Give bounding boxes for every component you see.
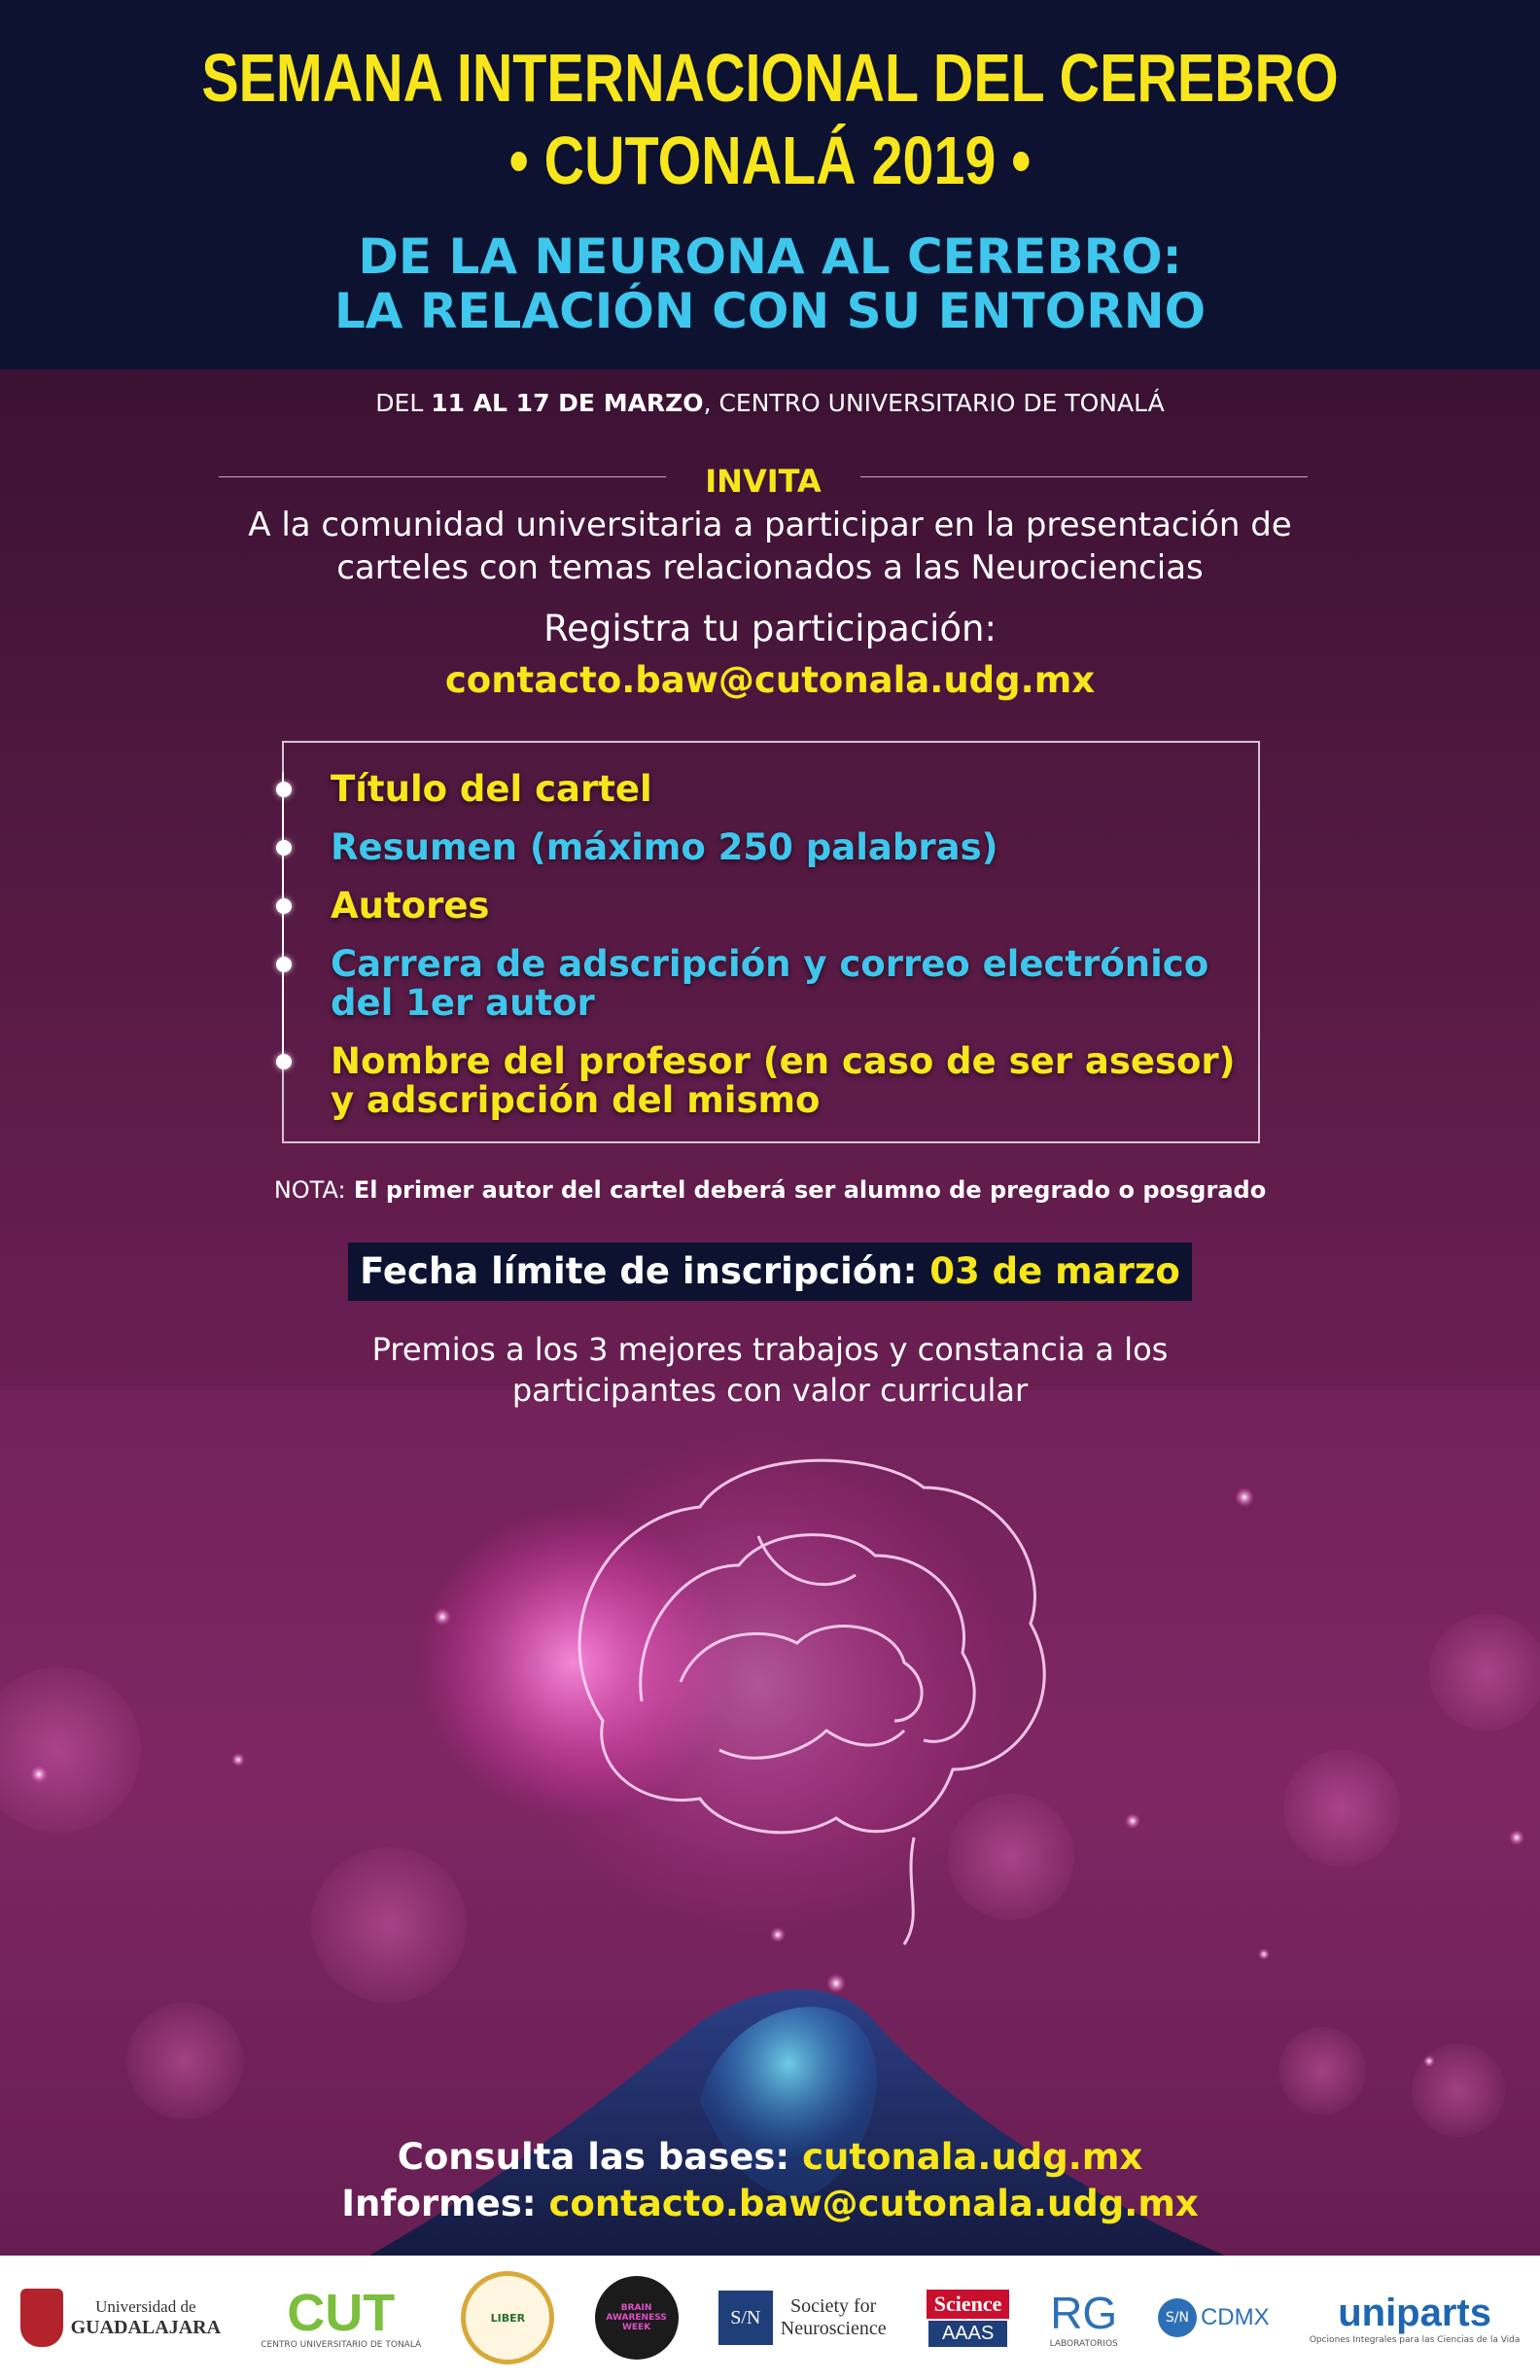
- bullet-dot: [276, 898, 292, 914]
- sparkle: [1423, 2055, 1435, 2067]
- baw-logo: [595, 2276, 679, 2360]
- sfn-icon: S/N: [718, 2291, 773, 2345]
- prizes-text: [0, 1329, 1540, 1411]
- bullet-line: [282, 772, 284, 1064]
- note-text: El primer autor del cartel deberá ser alumno de pregrado o posgrado: [345, 1176, 1267, 1204]
- event-subtitle-line2: LA RELACIÓN CON SU ENTORNO: [333, 283, 1207, 339]
- requirement-text: del 1er autor: [331, 982, 595, 1024]
- sfn-line2: Neuroscience: [780, 2318, 887, 2339]
- bullet-dot: [276, 840, 292, 856]
- sparkle: [770, 1927, 786, 1942]
- bokeh-circle: [1283, 1750, 1400, 1867]
- requirement-text: Título del cartel: [331, 768, 652, 810]
- rg-logo: [1050, 2287, 1118, 2349]
- deadline-date: 03 de marzo: [929, 1250, 1180, 1292]
- requirements-box: [282, 741, 1260, 1143]
- aaas-wordmark: AAAS: [928, 2321, 1007, 2347]
- requirement-item: [331, 887, 489, 926]
- prizes-line1: Premios a los 3 mejores trabajos y constancia a los: [371, 1331, 1169, 1368]
- cut-subtitle: CENTRO UNIVERSITARIO DE TONALÁ: [261, 2340, 422, 2350]
- requirement-item: [331, 770, 652, 809]
- sparkle: [30, 1766, 48, 1783]
- header-banner: [0, 0, 1540, 369]
- register-email-link[interactable]: contacto.baw@cutonala.udg.mx: [444, 659, 1096, 701]
- sparkle: [1125, 1813, 1140, 1829]
- uniparts-wordmark: uniparts: [1338, 2291, 1491, 2334]
- divider-right: [860, 476, 1308, 477]
- sfn-line1: Society for: [790, 2295, 877, 2317]
- bokeh-circle: [126, 2003, 243, 2119]
- dates-bold: 11 AL 17 DE MARZO: [431, 389, 704, 417]
- cut-logo: [261, 2286, 421, 2350]
- poster-body: [0, 369, 1540, 2256]
- invitation-line2: carteles con temas relacionados a las Neurociencias: [336, 548, 1204, 587]
- liber-logo: [461, 2271, 554, 2364]
- informes-label: Informes:: [341, 2183, 549, 2224]
- requirement-text: Nombre del profesor (en caso de ser asesor): [331, 1040, 1236, 1082]
- liber-text: LIBER: [490, 2311, 526, 2325]
- science-wordmark: Science: [927, 2290, 1010, 2319]
- requirement-text: Autores: [331, 885, 490, 927]
- requirement-text: Carrera de adscripción y correo electrónico: [331, 943, 1209, 985]
- note-label: NOTA:: [273, 1176, 346, 1204]
- cut-wordmark: CUT: [287, 2284, 396, 2342]
- dates-prefix: DEL: [375, 389, 432, 417]
- consulta-line: [0, 2137, 1540, 2178]
- sparkle: [1509, 1830, 1524, 1845]
- deadline-label: Fecha límite de inscripción:: [360, 1250, 930, 1292]
- bullet-dot: [276, 957, 292, 972]
- bokeh-circle: [1278, 2027, 1366, 2115]
- science-aaas-logo: [927, 2290, 1010, 2347]
- deadline-banner: [348, 1242, 1192, 1301]
- bullet-dot: [276, 1054, 292, 1069]
- requirement-text: y adscripción del mismo: [331, 1079, 821, 1121]
- sfn-logo: [718, 2291, 887, 2345]
- requirement-item: [331, 1042, 1236, 1120]
- event-title-line1: SEMANA INTERNACIONAL DEL CEREBRO: [201, 40, 1339, 116]
- invitation-line1: A la comunidad universitaria a participar en la presentación de: [248, 506, 1292, 544]
- sparkle: [434, 1608, 451, 1626]
- prizes-line2: participantes con valor curricular: [511, 1372, 1029, 1409]
- udg-shield-icon: [20, 2289, 63, 2347]
- invita-heading: INVITA: [705, 463, 822, 500]
- requirement-item: [331, 945, 1208, 1023]
- glow: [506, 1429, 1011, 1935]
- invita-heading-row: [219, 463, 1308, 502]
- liber-seal: [461, 2271, 554, 2364]
- uniparts-subtitle: Opciones Integrales para las Ciencias de la Vida: [1309, 2334, 1521, 2345]
- requirement-item: [331, 828, 998, 867]
- consulta-label: Consulta las bases:: [397, 2136, 803, 2178]
- cdmx-wordmark: CDMX: [1200, 2304, 1270, 2330]
- uniparts-logo: [1310, 2292, 1521, 2345]
- informes-line: [0, 2184, 1540, 2224]
- rg-wordmark: RG: [1050, 2288, 1118, 2338]
- sponsor-logos-bar: [0, 2256, 1540, 2380]
- sfn-cdmx-icon: S/N: [1158, 2298, 1197, 2337]
- invitation-text: [0, 504, 1540, 589]
- consulta-url-link[interactable]: cutonala.udg.mx: [802, 2136, 1143, 2178]
- sparkle: [231, 1753, 245, 1767]
- dates-suffix: , CENTRO UNIVERSITARIO DE TONALÁ: [703, 389, 1165, 417]
- event-subtitle-line1: DE LA NEURONA AL CEREBRO:: [358, 228, 1182, 285]
- baw-text: BRAIN AWARENESS WEEK: [606, 2303, 667, 2332]
- note: [0, 1176, 1540, 1204]
- sfn-cdmx-logo: [1158, 2298, 1270, 2337]
- event-dates: [0, 389, 1540, 417]
- udg-logo: [20, 2289, 221, 2347]
- informes-email-link[interactable]: contacto.baw@cutonala.udg.mx: [548, 2183, 1199, 2224]
- sparkle: [826, 1974, 846, 1993]
- event-title-line2: • CUTONALÁ 2019 •: [508, 122, 1032, 198]
- baw-seal: [595, 2276, 679, 2360]
- udg-name-line2: GUADALAJARA: [70, 2316, 222, 2338]
- requirement-text: Resumen (máximo 250 palabras): [331, 826, 998, 868]
- udg-name-line1: Universidad de: [95, 2296, 196, 2316]
- rg-subtitle: LABORATORIOS: [1049, 2339, 1118, 2349]
- brain-illustration: [0, 369, 1540, 2256]
- register-label: Registra tu participación:: [543, 608, 997, 649]
- sparkle: [1235, 1488, 1254, 1507]
- bokeh-circle: [311, 1847, 467, 2003]
- bullet-dot: [276, 782, 292, 797]
- sparkle: [1258, 1948, 1270, 1960]
